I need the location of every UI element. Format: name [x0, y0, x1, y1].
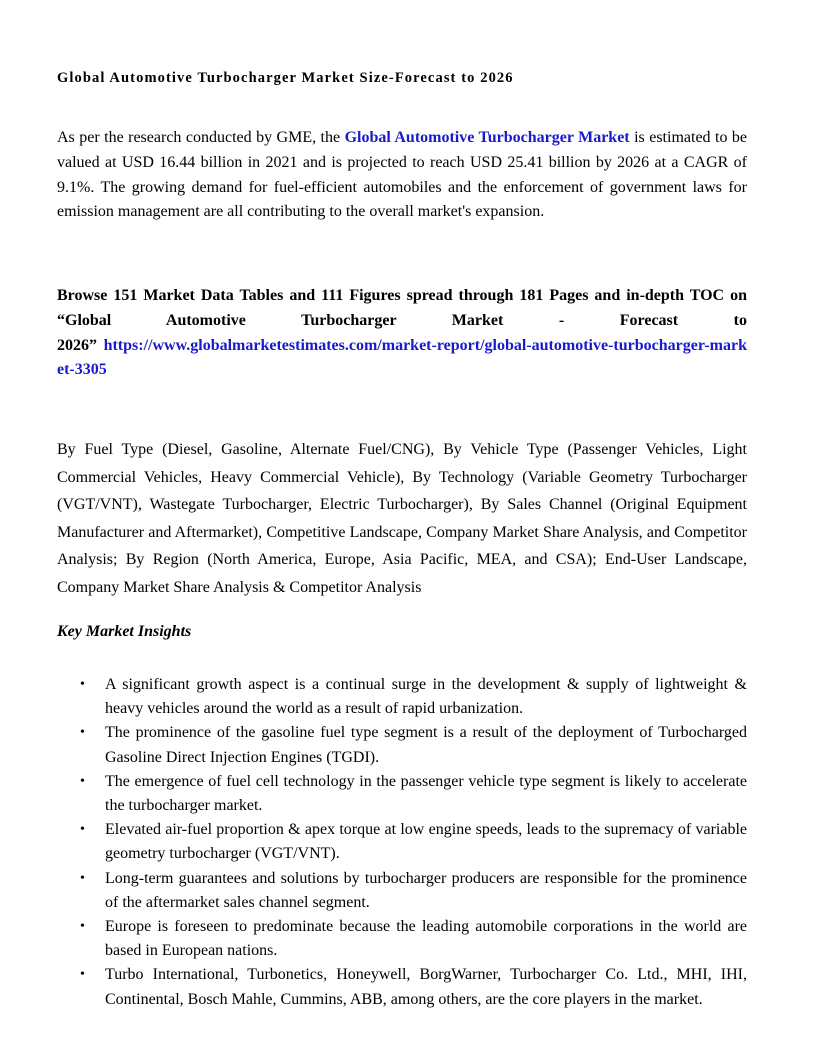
insight-text: Elevated air-fuel proportion & apex torque at low engine speeds, leads to the supremacy of variable geometry turbocharger (VGT/VNT). — [105, 821, 747, 863]
insight-item — [57, 963, 747, 1011]
insight-item — [57, 818, 747, 866]
intro-text-after: is estimated to be valued at USD 16.44 billion in 2021 and is projected to reach USD 25.41 billion by 2026 at a CAGR of 9.1%. The growing demand for fuel-efficient automobiles and the enforcement of government laws for emission management are all contributing to the overall market's expansion. — [57, 129, 748, 221]
browse-line-2: “Global Automotive Turbocharger Market - Forecast to — [57, 311, 747, 329]
browse-paragraph — [57, 284, 747, 383]
insight-text: A significant growth aspect is a continual surge in the development & supply of lightweight & heavy vehicles around the world as a result of rapid urbanization. — [105, 676, 747, 718]
bullet-icon: • — [80, 919, 85, 935]
intro-paragraph — [57, 126, 747, 225]
insight-text: Long-term guarantees and solutions by turbocharger producers are responsible for the prominence of the aftermarket sales channel segment. — [105, 869, 747, 911]
insight-text: Turbo International, Turbonetics, Honeywell, BorgWarner, Turbocharger Co. Ltd., MHI, IHI, Continental, Bosch Mahle, Cummins, ABB, among others, are the core players in the market. — [105, 966, 747, 1008]
market-name-link[interactable]: Global Automotive Turbocharger Market — [344, 129, 630, 146]
insight-text: The emergence of fuel cell technology in the passenger vehicle type segment is likely to accelerate the turbocharger market. — [105, 772, 747, 815]
bullet-icon: • — [80, 773, 85, 789]
report-url-link[interactable]: https://www.globalmarketestimates.com/market-report/global-automotive-turbocharger-market-3305 — [57, 336, 747, 379]
insight-item — [57, 770, 747, 818]
bullet-icon: • — [80, 967, 85, 983]
bullet-icon: • — [80, 822, 85, 838]
key-insights-heading: Key Market Insights — [57, 623, 192, 640]
bullet-icon: • — [80, 870, 85, 886]
intro-text-before: As per the research conducted by GME, the — [57, 129, 345, 146]
insight-item — [57, 721, 747, 769]
browse-line-3-prefix: 2026” — [57, 336, 104, 354]
insight-text: The prominence of the gasoline fuel type segment is a result of the deployment of Turbocharged Gasoline Direct Injection Engines (TGDI). — [105, 724, 747, 766]
browse-line-1: Browse 151 Market Data Tables and 111 Figures spread through 181 Pages and in-depth TOC on — [57, 287, 747, 304]
bullet-icon: • — [80, 725, 85, 741]
insight-item — [57, 867, 747, 915]
insight-item — [57, 915, 747, 963]
document-title: Global Automotive Turbocharger Market Size-Forecast to 2026 — [57, 70, 514, 86]
key-insights-list — [57, 673, 747, 1012]
bullet-icon: • — [80, 677, 85, 692]
segments-paragraph: By Fuel Type (Diesel, Gasoline, Alternate Fuel/CNG), By Vehicle Type (Passenger Vehicles, Light Commercial Vehicles, Heavy Commercial Vehicle), By Technology (Variable Geometry Turbocharger (VGT/VNT), Wastegate Turbocharger, Electric Turbocharger), By Sales Channel (Original Equipment Manufacturer and Aftermarket), Competitive Landscape, Company Market Share Analysis, and Competitor Analysis; By Region (North America, Europe, Asia Pacific, MEA, and CSA); End-User Landscape, Company Market Share Analysis & Competitor Analysis — [57, 441, 747, 596]
insight-item — [57, 673, 747, 721]
insight-text: Europe is foreseen to predominate because the leading automobile corporations in the world are based in European nations. — [105, 918, 747, 960]
